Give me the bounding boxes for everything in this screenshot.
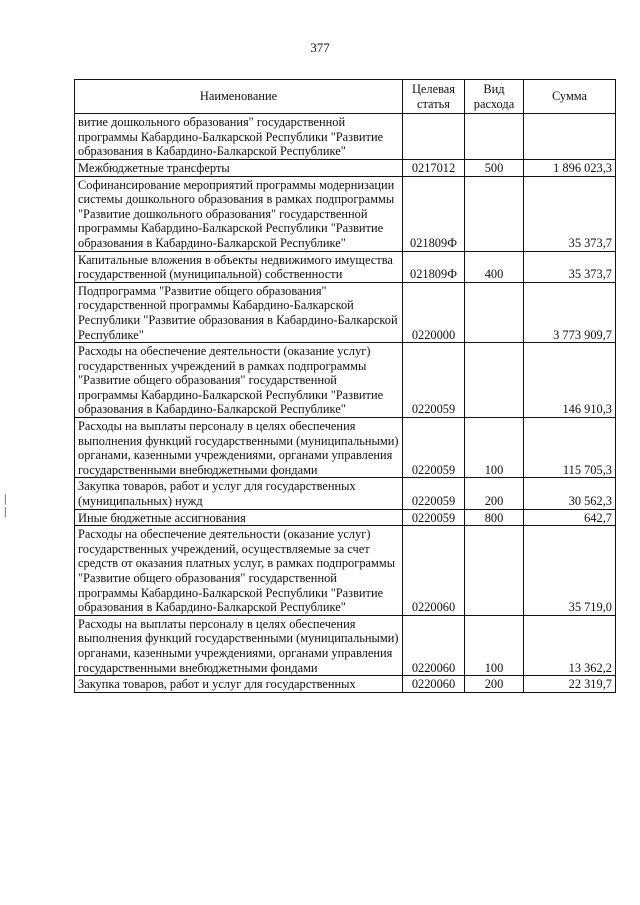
table-row <box>75 509 616 526</box>
margin-binding-mark: | | <box>4 491 7 518</box>
row-amount <box>524 114 616 160</box>
row-type: 100 <box>465 615 524 675</box>
row-code: 0220060 <box>403 526 465 616</box>
row-type <box>465 114 524 160</box>
row-amount: 3 773 909,7 <box>524 282 616 342</box>
row-name: Расходы на выплаты персоналу в целях обеспечения выполнения функций государственными (муниципальными) органами, казенными учреждениями, органами управления государственными внебюджетными фондами <box>75 418 403 478</box>
table-row <box>75 114 616 160</box>
row-name: Подпрограмма "Развитие общего образования" государственной программы Кабардино-Балкарской Республики "Развитие образования в Кабардино-Балкарской Республике" <box>75 282 403 342</box>
row-type <box>465 176 524 251</box>
row-amount: 22 319,7 <box>524 676 616 693</box>
row-code: 0220059 <box>403 478 465 509</box>
row-code: 021809Ф <box>403 251 465 282</box>
row-name: Расходы на выплаты персоналу в целях обеспечения выполнения функций государственными (муниципальными) органами, казенными учреждениями, органами управления государственными внебюджетными фондами <box>75 615 403 675</box>
row-amount: 35 719,0 <box>524 526 616 616</box>
row-type: 400 <box>465 251 524 282</box>
row-amount: 115 705,3 <box>524 418 616 478</box>
row-name: Расходы на обеспечение деятельности (оказание услуг) государственных учреждений в рамках подпрограммы "Развитие общего образования" государственной программы Кабардино-Балкарской Республики "Развитие образования в Кабардино-Балкарской Республике" <box>75 343 403 418</box>
budget-table <box>74 79 616 693</box>
row-amount: 1 896 023,3 <box>524 159 616 176</box>
row-code: 0220059 <box>403 509 465 526</box>
table-row <box>75 251 616 282</box>
table-header-row <box>75 80 616 114</box>
row-type: 200 <box>465 478 524 509</box>
row-code <box>403 114 465 160</box>
header-code: Целевая статья <box>403 80 465 114</box>
page-number: 377 <box>310 40 330 55</box>
row-amount: 13 362,2 <box>524 615 616 675</box>
row-type: 500 <box>465 159 524 176</box>
row-code: 0220059 <box>403 343 465 418</box>
row-name: Расходы на обеспечение деятельности (оказание услуг) государственных учреждений, осуществляемые за счет средств от оказания платных услуг, в рамках подпрограммы "Развитие общего образования" государственной программы Кабардино-Балкарской Республики "Развитие образования в Кабардино-Балкарской Республике" <box>75 526 403 616</box>
row-type <box>465 343 524 418</box>
row-name: Закупка товаров, работ и услуг для государственных (муниципальных) нужд <box>75 478 403 509</box>
table-row <box>75 615 616 675</box>
row-name: Иные бюджетные ассигнования <box>75 509 403 526</box>
row-name: Межбюджетные трансферты <box>75 159 403 176</box>
row-name: витие дошкольного образования" государственной программы Кабардино-Балкарской Республики "Развитие образования в Кабардино-Балкарской Республике" <box>75 114 403 160</box>
row-code: 0220060 <box>403 615 465 675</box>
row-code: 0220000 <box>403 282 465 342</box>
row-code: 0217012 <box>403 159 465 176</box>
table-row <box>75 418 616 478</box>
row-type <box>465 526 524 616</box>
table-row <box>75 526 616 616</box>
table-row <box>75 159 616 176</box>
table-row <box>75 282 616 342</box>
row-amount: 35 373,7 <box>524 251 616 282</box>
row-code: 021809Ф <box>403 176 465 251</box>
row-type: 100 <box>465 418 524 478</box>
row-type <box>465 282 524 342</box>
row-amount: 642,7 <box>524 509 616 526</box>
row-code: 0220059 <box>403 418 465 478</box>
header-sum: Сумма <box>524 80 616 114</box>
table-row <box>75 478 616 509</box>
row-name: Капитальные вложения в объекты недвижимого имущества государственной (муниципальной) собственности <box>75 251 403 282</box>
header-name: Наименование <box>75 80 403 114</box>
row-name: Софинансирование мероприятий программы модернизации системы дошкольного образования в рамках подпрограммы "Развитие дошкольного образования" государственной программы Кабардино-Балкарской Республики "Развитие образования в Кабардино-Балкарской Республике" <box>75 176 403 251</box>
row-type: 200 <box>465 676 524 693</box>
row-amount: 30 562,3 <box>524 478 616 509</box>
table-row <box>75 343 616 418</box>
row-amount: 35 373,7 <box>524 176 616 251</box>
table-row <box>75 176 616 251</box>
row-code: 0220060 <box>403 676 465 693</box>
row-name: Закупка товаров, работ и услуг для государственных <box>75 676 403 693</box>
row-type: 800 <box>465 509 524 526</box>
row-amount: 146 910,3 <box>524 343 616 418</box>
header-type: Вид расхода <box>465 80 524 114</box>
table-row <box>75 676 616 693</box>
